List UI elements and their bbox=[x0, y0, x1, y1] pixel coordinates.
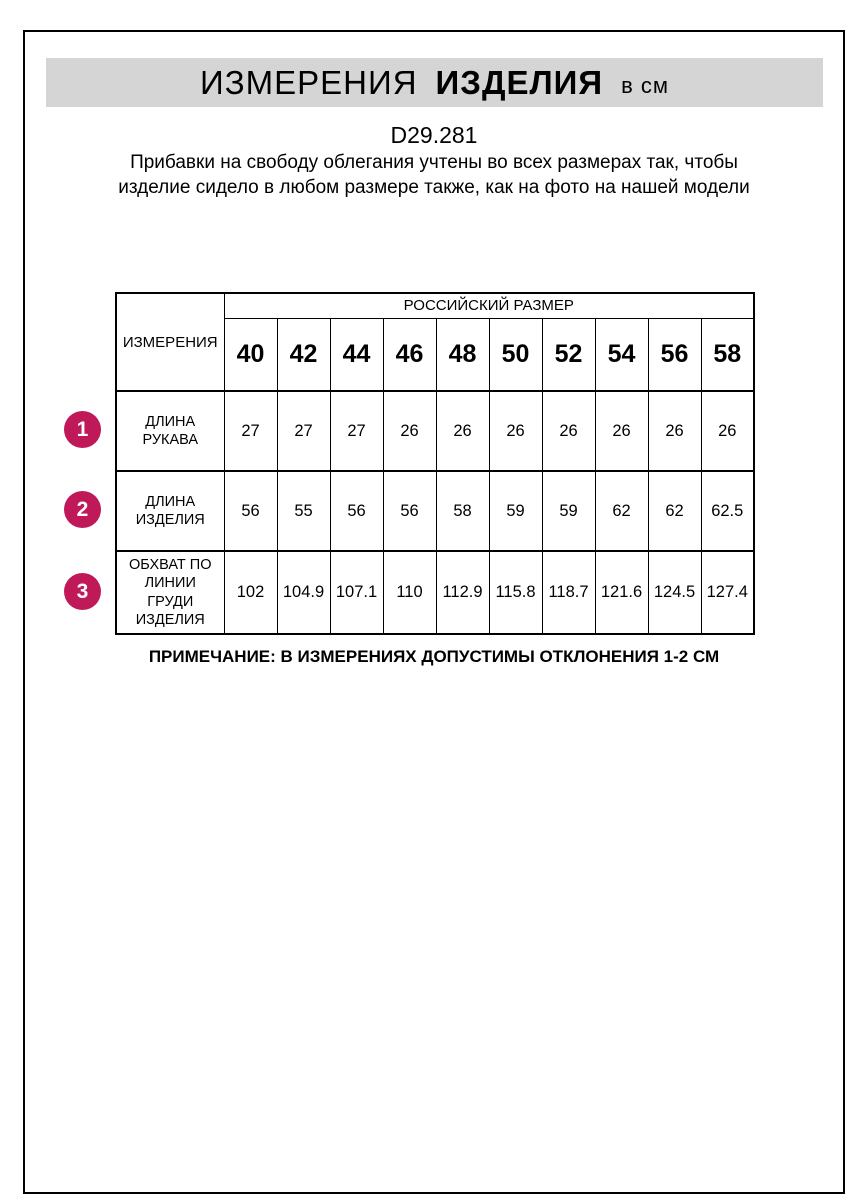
measurement-value: 62.5 bbox=[701, 471, 754, 551]
measurement-value: 62 bbox=[595, 471, 648, 551]
size-column-header: 46 bbox=[383, 318, 436, 391]
measurement-value: 107.1 bbox=[330, 551, 383, 634]
page-title-unit: в см bbox=[621, 72, 669, 98]
measurement-value: 124.5 bbox=[648, 551, 701, 634]
measurement-value: 26 bbox=[489, 391, 542, 471]
table-row bbox=[116, 471, 754, 551]
measurement-value: 110 bbox=[383, 551, 436, 634]
table-row bbox=[116, 391, 754, 471]
page-title-product: ИЗДЕЛИЯ bbox=[435, 63, 604, 101]
size-column-header: 58 bbox=[701, 318, 754, 391]
measurement-value: 27 bbox=[330, 391, 383, 471]
measurement-value: 58 bbox=[436, 471, 489, 551]
measurement-value: 118.7 bbox=[542, 551, 595, 634]
measurement-value: 26 bbox=[648, 391, 701, 471]
measurement-value: 56 bbox=[383, 471, 436, 551]
measurement-value: 26 bbox=[542, 391, 595, 471]
tolerance-note: ПРИМЕЧАНИЕ: В ИЗМЕРЕНИЯХ ДОПУСТИМЫ ОТКЛОНЕНИЯ 1-2 СМ bbox=[148, 647, 720, 666]
measurement-value: 112.9 bbox=[436, 551, 489, 634]
size-column-header: 40 bbox=[224, 318, 277, 391]
measurement-value: 115.8 bbox=[489, 551, 542, 634]
measurement-value: 59 bbox=[542, 471, 595, 551]
size-column-header: 48 bbox=[436, 318, 489, 391]
measurement-value: 27 bbox=[224, 391, 277, 471]
row-number-badge: 2 bbox=[64, 491, 101, 528]
measurement-label: ДЛИНА РУКАВА bbox=[116, 391, 224, 471]
measurements-column-header: ИЗМЕРЕНИЯ bbox=[116, 293, 224, 391]
measurement-value: 27 bbox=[277, 391, 330, 471]
row-number-badge: 1 bbox=[64, 411, 101, 448]
measurement-value: 55 bbox=[277, 471, 330, 551]
fit-description: Прибавки на свободу облегания учтены во всех размерах так, чтобы изделие сидело в любом размере также, как на фото на нашей модели bbox=[118, 152, 750, 199]
measurement-value: 62 bbox=[648, 471, 701, 551]
measurement-value: 56 bbox=[330, 471, 383, 551]
measurement-value: 127.4 bbox=[701, 551, 754, 634]
product-code: D29.281 bbox=[390, 122, 478, 148]
measurement-value: 104.9 bbox=[277, 551, 330, 634]
page-title-measurements: ИЗМЕРЕНИЯ bbox=[199, 63, 418, 101]
russian-size-group-header: РОССИЙСКИЙ РАЗМЕР bbox=[224, 293, 754, 318]
measurement-value: 26 bbox=[436, 391, 489, 471]
measurement-value: 59 bbox=[489, 471, 542, 551]
size-table-head bbox=[116, 293, 754, 391]
measurement-value: 26 bbox=[701, 391, 754, 471]
size-column-header: 56 bbox=[648, 318, 701, 391]
size-column-header: 54 bbox=[595, 318, 648, 391]
size-column-header: 50 bbox=[489, 318, 542, 391]
table-row bbox=[116, 551, 754, 634]
size-table-body bbox=[116, 391, 754, 634]
measurement-value: 56 bbox=[224, 471, 277, 551]
size-column-header: 44 bbox=[330, 318, 383, 391]
measurement-value: 26 bbox=[383, 391, 436, 471]
size-table bbox=[115, 292, 755, 635]
size-column-header: 42 bbox=[277, 318, 330, 391]
measurement-label: ОБХВАТ ПО ЛИНИИ ГРУДИ ИЗДЕЛИЯ bbox=[116, 551, 224, 634]
title-band bbox=[46, 58, 823, 107]
measurement-value: 26 bbox=[595, 391, 648, 471]
measurement-label: ДЛИНА ИЗДЕЛИЯ bbox=[116, 471, 224, 551]
row-number-badge: 3 bbox=[64, 573, 101, 610]
size-column-header: 52 bbox=[542, 318, 595, 391]
measurement-value: 102 bbox=[224, 551, 277, 634]
measurement-value: 121.6 bbox=[595, 551, 648, 634]
